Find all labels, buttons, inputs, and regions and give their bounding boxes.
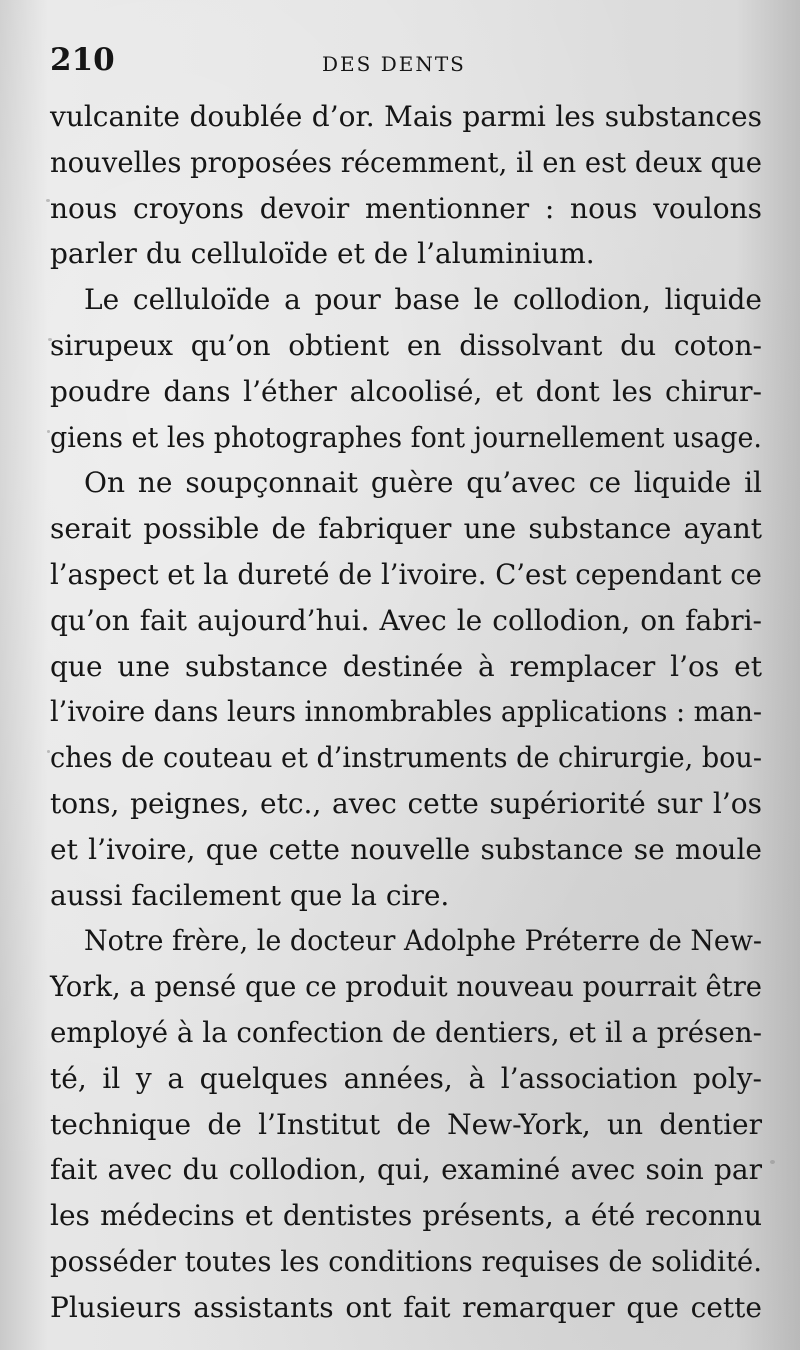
text-line: technique de l’Institut de New-York, un dentier bbox=[50, 1107, 762, 1141]
text-line: Notre frère, le docteur Adolphe Préterre de New- bbox=[84, 924, 762, 958]
text-line: ches de couteau et d’instruments de chirurgie, bou- bbox=[50, 741, 763, 775]
text-line: qu’on fait aujourd’hui. Avec le collodion, on fabri- bbox=[50, 603, 762, 637]
text-line: Le celluloïde a pour base le collodion, liquide bbox=[84, 283, 762, 317]
text-line: l’ivoire dans leurs innombrables applications : man- bbox=[50, 695, 763, 729]
text-line: aussi facilement que la cire. bbox=[50, 878, 450, 912]
text-line: vulcanite doublée d’or. Mais parmi les substances bbox=[50, 100, 762, 133]
text-line: té, il y a quelques années, à l’association poly- bbox=[50, 1061, 762, 1095]
text-line: giens et les photographes font journellement usage. bbox=[50, 420, 762, 454]
text-line: posséder toutes les conditions requises de solidité. bbox=[50, 1244, 762, 1278]
text-line: serait possible de fabriquer une substance ayant bbox=[50, 512, 762, 546]
text-line: fait avec du collodion, qui, examiné avec soin par bbox=[50, 1153, 762, 1187]
text-line: et l’ivoire, que cette nouvelle substance se moule bbox=[50, 832, 762, 866]
text-line: que une substance destinée à remplacer l’os et bbox=[50, 649, 762, 683]
text-line: poudre dans l’éther alcoolisé, et dont les chirur- bbox=[50, 374, 762, 408]
text-line: employé à la confection de dentiers, et il a présen- bbox=[50, 1015, 762, 1049]
text-line: York, a pensé que ce produit nouveau pourrait être bbox=[50, 970, 763, 1004]
text-line: tons, peignes, etc., avec cette supériorité sur l’os bbox=[50, 786, 762, 820]
text-line: On ne soupçonnait guère qu’avec ce liquide il bbox=[84, 466, 762, 500]
page-number: 210 bbox=[50, 42, 115, 78]
running-title: DES DENTS bbox=[322, 52, 466, 76]
text-line: Plusieurs assistants ont fait remarquer que cette bbox=[50, 1290, 762, 1324]
text-line: nouvelles proposées récemment, il en est deux que bbox=[50, 145, 763, 179]
body-text bbox=[50, 94, 762, 1331]
ink-speck bbox=[770, 1160, 775, 1164]
text-line: nous croyons devoir mentionner : nous voulons bbox=[50, 191, 762, 225]
text-line: parler du celluloïde et de l’aluminium. bbox=[50, 237, 595, 271]
text-line: sirupeux qu’on obtient en dissolvant du coton- bbox=[50, 328, 762, 362]
text-line: l’aspect et la dureté de l’ivoire. C’est cependant ce bbox=[50, 557, 762, 591]
text-line: les médecins et dentistes présents, a été reconnu bbox=[50, 1199, 762, 1233]
